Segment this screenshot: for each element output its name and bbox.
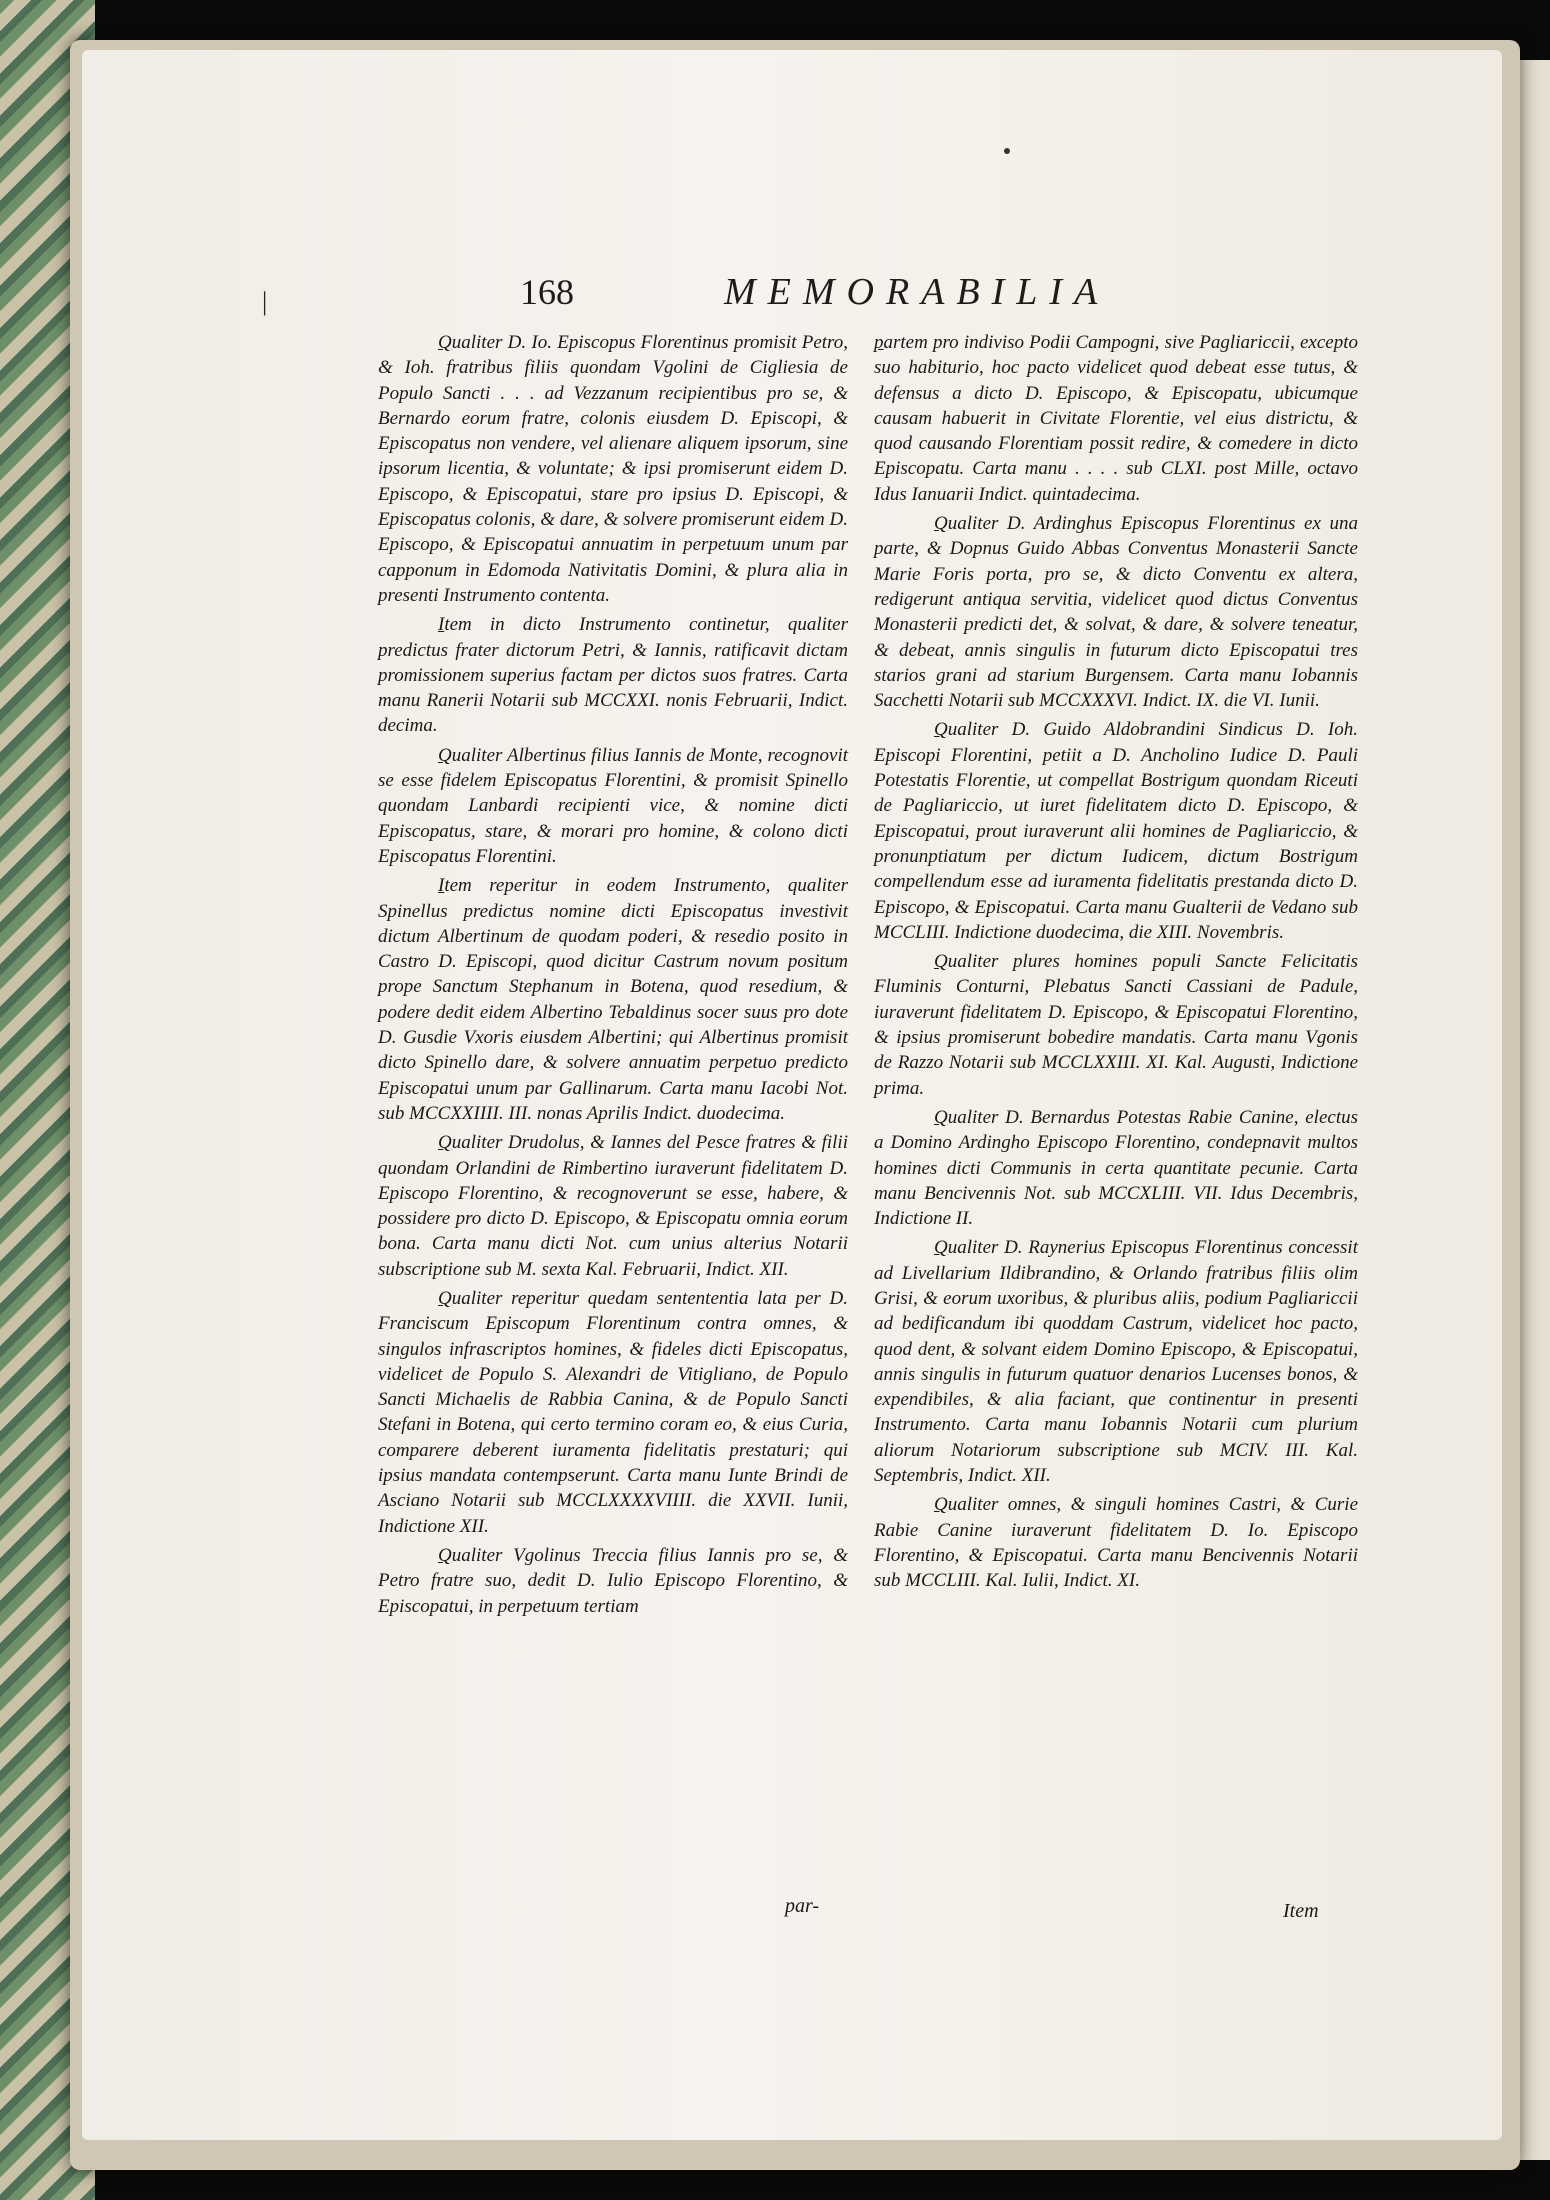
right-catchword: Item xyxy=(1283,1900,1319,1922)
paragraph: Qualiter omnes, & singuli homines Castri, & Curie Rabie Canine iuraverunt fidelitatem D. Io. Episcopo Florentino, & Episcopatui. Carta manu Bencivennis Notarii sub MCCLIII. Kal. Iulii, Indict. XI. xyxy=(874,1494,1358,1592)
paragraph: Qualiter Vgolinus Treccia filius Iannis pro se, & Petro fratre suo, dedit D. Iulio Episcopo Florentino, & Episcopatui, in perpetuum tertiam xyxy=(378,1544,848,1617)
paragraph: Qualiter D. Raynerius Episcopus Florentinus concessit ad Livellarium Ildibrandino, & Orlando fratribus filiis olim Grisi, & eorum uxoribus, & pluribus aliis, podium Pagliariccii ad bedificandum ibi quoddam Castrum, videlicet hoc pacto, quod dent, & solvant eidem Domino Episcopo, & Episcopatui, annis singulis in futurum quatuor denarios Lucenses bonos, & expendibiles, & alia faciant, que continentur in presenti Instrumento. Carta manu Iobannis Notarii cum plurium aliorum Notariorum subscriptione sub MCIV. III. Kal. Septembris, Indict. XII. xyxy=(874,1237,1358,1487)
paragraph: Qualiter Drudolus, & Iannes del Pesce fratres & filii quondam Orlandini de Rimbertino iuraverunt fidelitatem D. Episcopo Florentino, & recognoverunt se esse, habere, & possidere pro dicto D. Episcopo, & Episcopatu omnia eorum bona. Carta manu dicti Not. cum unius alterius Notarii subscriptione sub M. sexta Kal. Februarii, Indict. XII. xyxy=(378,1132,848,1280)
paragraph: Qualiter D. Bernardus Potestas Rabie Canine, electus a Domino Ardingho Episcopo Florentino, condepnavit multos homines dicti Communis in certa quantitate pecunie. Carta manu Bencivennis Not. sub MCCXLIII. VII. Idus Decembris, Indictione II. xyxy=(874,1106,1358,1230)
right-text-column xyxy=(874,330,1358,1598)
paragraph: Qualiter D. Guido Aldobrandini Sindicus D. Ioh. Episcopi Florentini, petiit a D. Ancholino Iudice D. Pauli Potestatis Florentie, ut compellat Bostrigum quondam Riceuti de Pagliariccio, ut iuret fidelitatem dicto D. Episcopo, & Episcopatui, prout iuraverunt alii homines de Pagliariccio, & pronunptiatum per dictum Iudicem, dictum Bostrigum compellendum esse ad iuramenta fidelitatis prestanda dicto D. Episcopo, & Episcopatui. Carta manu Gualterii de Vedano sub MCCLIII. Indictione duodecima, die XIII. Novembris. xyxy=(874,719,1358,943)
ink-dot xyxy=(1004,148,1010,154)
paragraph: Item reperitur in eodem Instrumento, qualiter Spinellus predictus nomine dicti Episcopatus investivit dictum Albertinum de quodam poderi, & resedio posito in Castro D. Episcopi, quod dicitur Castrum novum positum prope Sanctum Stephanum in Botena, quod resedium, & podere dedit eidem Albertino Tebaldinus socer suus pro dote D. Gusdie Vxoris eiusdem Albertini; qui Albertinus promisit dicto Spinello dare, & solvere annuatim perpetuo predicto Episcopatui unum par Gallinarum. Carta manu Iacobi Not. sub MCCXXIIII. III. nonas Aprilis Indict. duodecima. xyxy=(378,875,848,1124)
paragraph: Qualiter Albertinus filius Iannis de Monte, recognovit se esse fidelem Episcopatus Florentini, & promisit Spinello quondam Lanbardi recipienti vice, & nomine dicti Episcopatus, stare, & morari pro homine, & colono dicti Episcopatus Florentini. xyxy=(378,744,848,867)
paragraph: Qualiter reperitur quedam sentententia lata per D. Franciscum Episcopum Florentinum contra omnes, & singulos infrascriptos homines, & fideles dicti Episcopatus, videlicet de Populo S. Alexandri de Vitigliano, de Populo Sancti Michaelis de Rabbia Canina, & de Populo Sancti Stefani in Botena, qui certo termino coram eo, & eius Curia, comparere deberent iuramenta fidelitatis prestaturi; qui ipsius mandata contempserunt. Carta manu Iunte Brindi de Asciano Notarii sub MCCLXXXXVIIII. die XXVII. Iunii, Indictione XII. xyxy=(378,1287,848,1537)
paragraph: partem pro indiviso Podii Campogni, sive Pagliariccii, excepto suo habiturio, hoc pacto videlicet quod debeat esse tutus, & defensus a dicto D. Episcopo, & Episcopatu, ubicumque causam habuerit in Civitate Florentie, vel eius districtu, & quod causando Florentiam possit redire, & comedere in dicto Episcopatu. Carta manu . . . . sub CLXI. post Mille, octavo Idus Ianuarii Indict. quintadecima. xyxy=(874,332,1358,505)
margin-mark: | xyxy=(262,287,268,316)
running-title: MEMORABILIA xyxy=(724,271,1110,313)
left-catchword: par- xyxy=(785,1895,820,1917)
paragraph: Qualiter plures homines populi Sancte Felicitatis Fluminis Conturni, Plebatus Sancti Cassiani de Padule, iuraverunt fidelitatem D. Episcopo, & Episcopatui Florentino, & ipsius promiserunt bobedire mandatis. Carta manu Vgonis de Razzo Notarii sub MCCLXXIII. XI. Kal. Augusti, Indictione prima. xyxy=(874,951,1358,1099)
paragraph: Qualiter D. Ardinghus Episcopus Florentinus ex una parte, & Dopnus Guido Abbas Conventus Monasterii Sancte Marie Foris porta, pro se, & dicto Conventu ex altera, redigerunt antiqua servitia, videlicet quod dictus Conventus Monasterii predicti det, & solvat, & dare, & solvere teneatur, & debeat, annis singulis in futurum dicto Episcopatui tres starios grani ad starium Burgensem. Carta manu Iobannis Sacchetti Notarii sub MCCXXXVI. Indict. IX. die VI. Iunii. xyxy=(874,513,1358,712)
left-text-column xyxy=(378,330,848,1623)
paragraph: Qualiter D. Io. Episcopus Florentinus promisit Petro, & Ioh. fratribus filiis quondam Vgolini de Cigliesia de Populo Sancti . . . ad Vezzanum recipientibus pro se, & Bernardo eorum fratre, colonis eiusdem D. Episcopi, & Episcopatus non vendere, vel alienare aliquem ipsorum, sine ipsorum licentia, & voluntate; & ipsi promiserunt eidem D. Episcopo, & Episcopatui, stare pro ipsius D. Episcopi, & Episcopatus colonis, & dare, & solvere promiserunt eidem D. Episcopo, & Episcopatui annuatim in perpetuum unum par capponum in Edomoda Nativitatis Domini, & plura alia in presenti Instrumento contenta. xyxy=(378,332,848,606)
page-number: 168 xyxy=(520,272,574,312)
paragraph: Item in dicto Instrumento continetur, qualiter predictus frater dictorum Petri, & Iannis, ratificavit dictam promissionem superius factam per dictos suos fratres. Carta manu Ranerii Notarii sub MCCXXI. nonis Februarii, Indict. decima. xyxy=(378,614,848,737)
page-header xyxy=(520,270,1130,330)
